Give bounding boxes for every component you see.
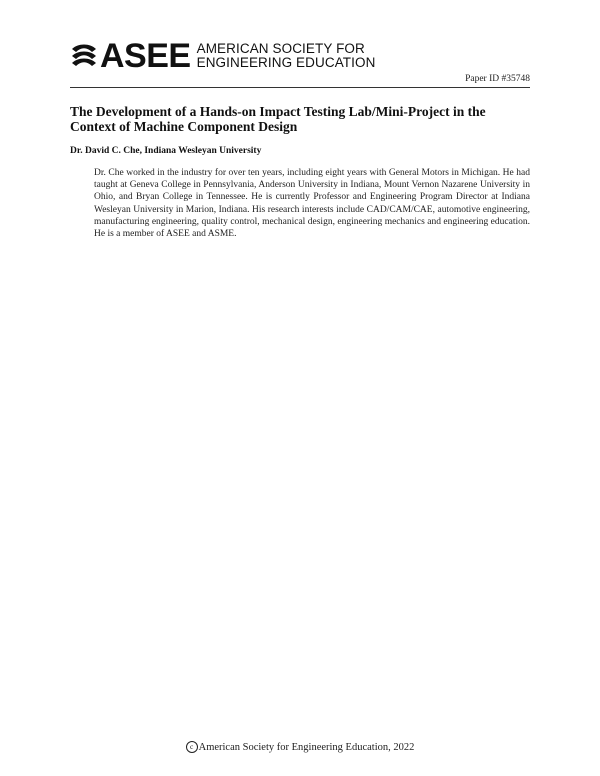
- author-bio: Dr. Che worked in the industry for over ten years, including eight years with General Motors in Michigan. He had taught at Geneva College in Pennsylvania, Anderson University in Indiana, Mount Vernon Nazarene University in Ohio, and Bryan College in Tennessee. He is currently Professor and Engineering Program Director at Indiana Wesleyan University in Marion, Indiana. His research interests include CAD/CAM/CAE, automotive engineering, manufacturing engineering, quality control, mechanical design, engineering mechanics and engineering education. He is a member of ASEE and ASME.: [94, 168, 530, 240]
- copyright-icon: c: [186, 741, 198, 753]
- asee-logo: [70, 38, 375, 74]
- copyright-text: American Society for Engineering Education, 2022: [198, 742, 415, 753]
- author-line: Dr. David C. Che, Indiana Wesleyan University: [70, 146, 262, 156]
- logo-organization-name: [197, 42, 376, 70]
- logo-line-1: AMERICAN SOCIETY FOR: [196, 41, 365, 56]
- paper-title: The Development of a Hands-on Impact Testing Lab/Mini-Project in the Context of Machine Component Design: [70, 104, 486, 134]
- header-rule: [70, 87, 530, 88]
- logo-line-2: ENGINEERING EDUCATION: [196, 55, 376, 70]
- copyright-footer: [0, 741, 600, 753]
- asee-swoosh-icon: [70, 41, 98, 71]
- logo-acronym: ASEE: [100, 37, 191, 75]
- paper-id: Paper ID #35748: [465, 74, 530, 84]
